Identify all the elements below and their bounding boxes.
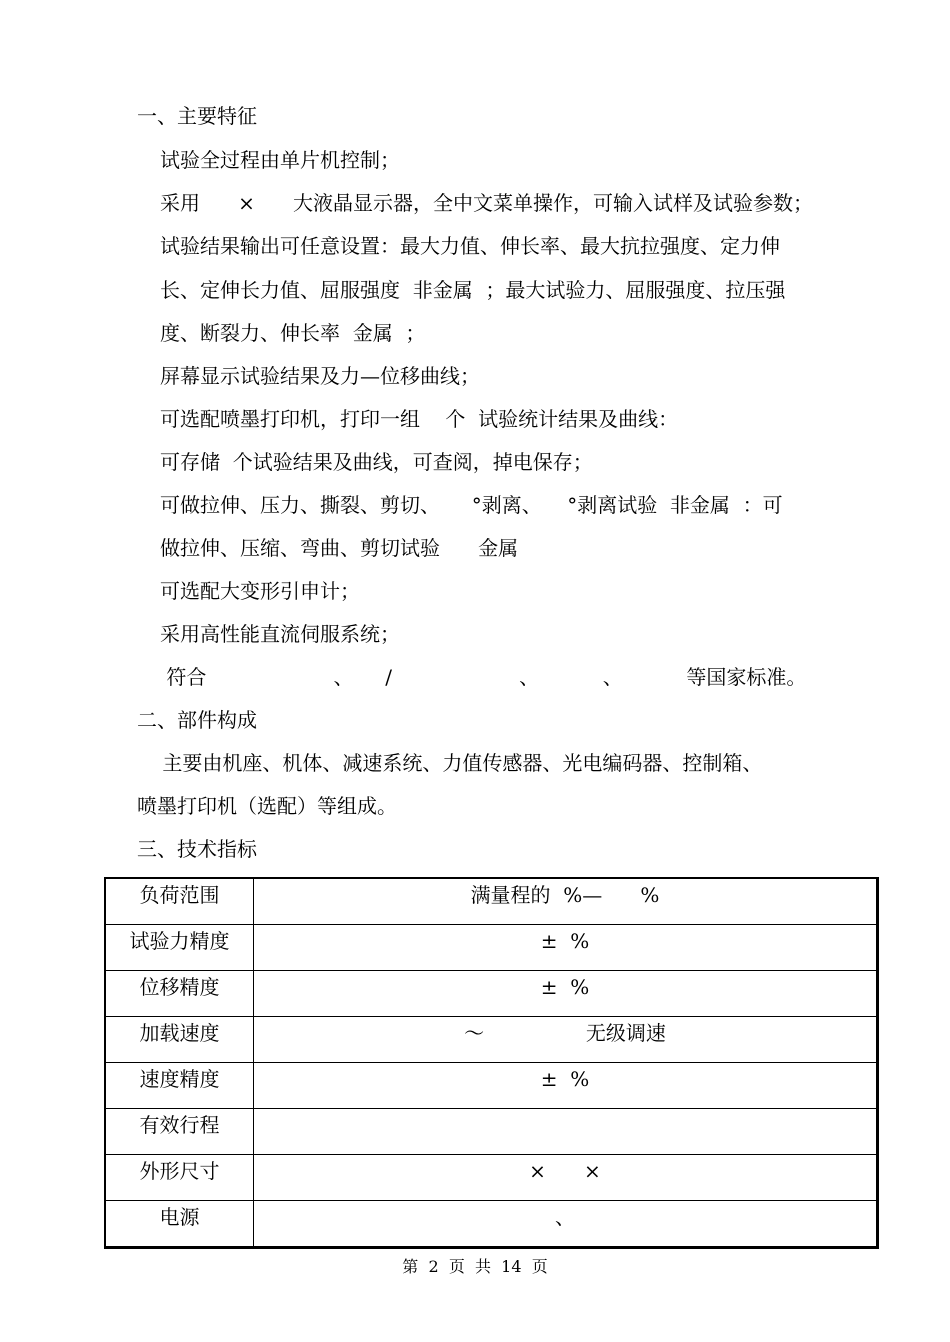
feature-line: 采用 × 大液晶显示器，全中文菜单操作，可输入试样及试验参数； [160, 191, 814, 215]
spec-value: 满量程的 %— % [254, 878, 878, 925]
feature-line: 可做拉伸、压力、撕裂、剪切、 °剥离、 °剥离试验 非金属 ：可 [160, 493, 783, 517]
table-row [105, 1155, 878, 1201]
table-row [105, 1201, 878, 1248]
feature-line: 长、定伸长力值、屈服强度 非金属 ；最大试验力、屈服强度、拉压强 [160, 278, 786, 302]
spec-table [104, 877, 879, 1249]
spec-label: 负荷范围 [105, 878, 254, 925]
feature-line: 可选配喷墨打印机，打印一组 个 试验统计结果及曲线： [160, 407, 679, 431]
spec-label: 有效行程 [105, 1109, 254, 1155]
section-heading-components: 二、部件构成 [137, 708, 257, 732]
feature-line: 采用高性能直流伺服系统； [160, 622, 400, 646]
spec-value: ± % [254, 1063, 878, 1109]
section-heading-specs: 三、技术指标 [137, 837, 257, 861]
table-row [105, 1017, 878, 1063]
feature-line: 可选配大变形引申计； [160, 579, 360, 603]
spec-value: × × [254, 1155, 878, 1201]
table-row [105, 878, 878, 925]
spec-value: 、 [254, 1201, 878, 1248]
spec-label: 速度精度 [105, 1063, 254, 1109]
feature-line: 屏幕显示试验结果及力—位移曲线； [160, 364, 480, 388]
page-footer: 第 2 页 共 14 页 [402, 1257, 548, 1276]
section-heading-features: 一、主要特征 [137, 104, 257, 128]
spec-value [254, 1109, 878, 1155]
spec-label: 外形尺寸 [105, 1155, 254, 1201]
components-line: 喷墨打印机（选配）等组成。 [137, 794, 397, 818]
feature-line: 可存储 个试验结果及曲线，可查阅，掉电保存； [160, 450, 593, 474]
feature-line: 试验结果输出可任意设置：最大力值、伸长率、最大抗拉强度、定力伸 [160, 234, 780, 258]
spec-value: ～ 无级调速 [254, 1017, 878, 1063]
spec-value: ± % [254, 925, 878, 971]
feature-line: 度、断裂力、伸长率 金属 ； [160, 321, 426, 345]
table-row [105, 1109, 878, 1155]
spec-value: ± % [254, 971, 878, 1017]
table-row [105, 1063, 878, 1109]
spec-label: 加载速度 [105, 1017, 254, 1063]
spec-label: 试验力精度 [105, 925, 254, 971]
components-line: 主要由机座、机体、减速系统、力值传感器、光电编码器、控制箱、 [137, 751, 763, 775]
spec-label: 位移精度 [105, 971, 254, 1017]
feature-line: 符合 、 / 、 、 等国家标准。 [160, 665, 807, 689]
spec-label: 电源 [105, 1201, 254, 1248]
table-row [105, 925, 878, 971]
feature-line: 试验全过程由单片机控制； [160, 148, 400, 172]
feature-line: 做拉伸、压缩、弯曲、剪切试验 金属 [160, 536, 519, 560]
table-row [105, 971, 878, 1017]
